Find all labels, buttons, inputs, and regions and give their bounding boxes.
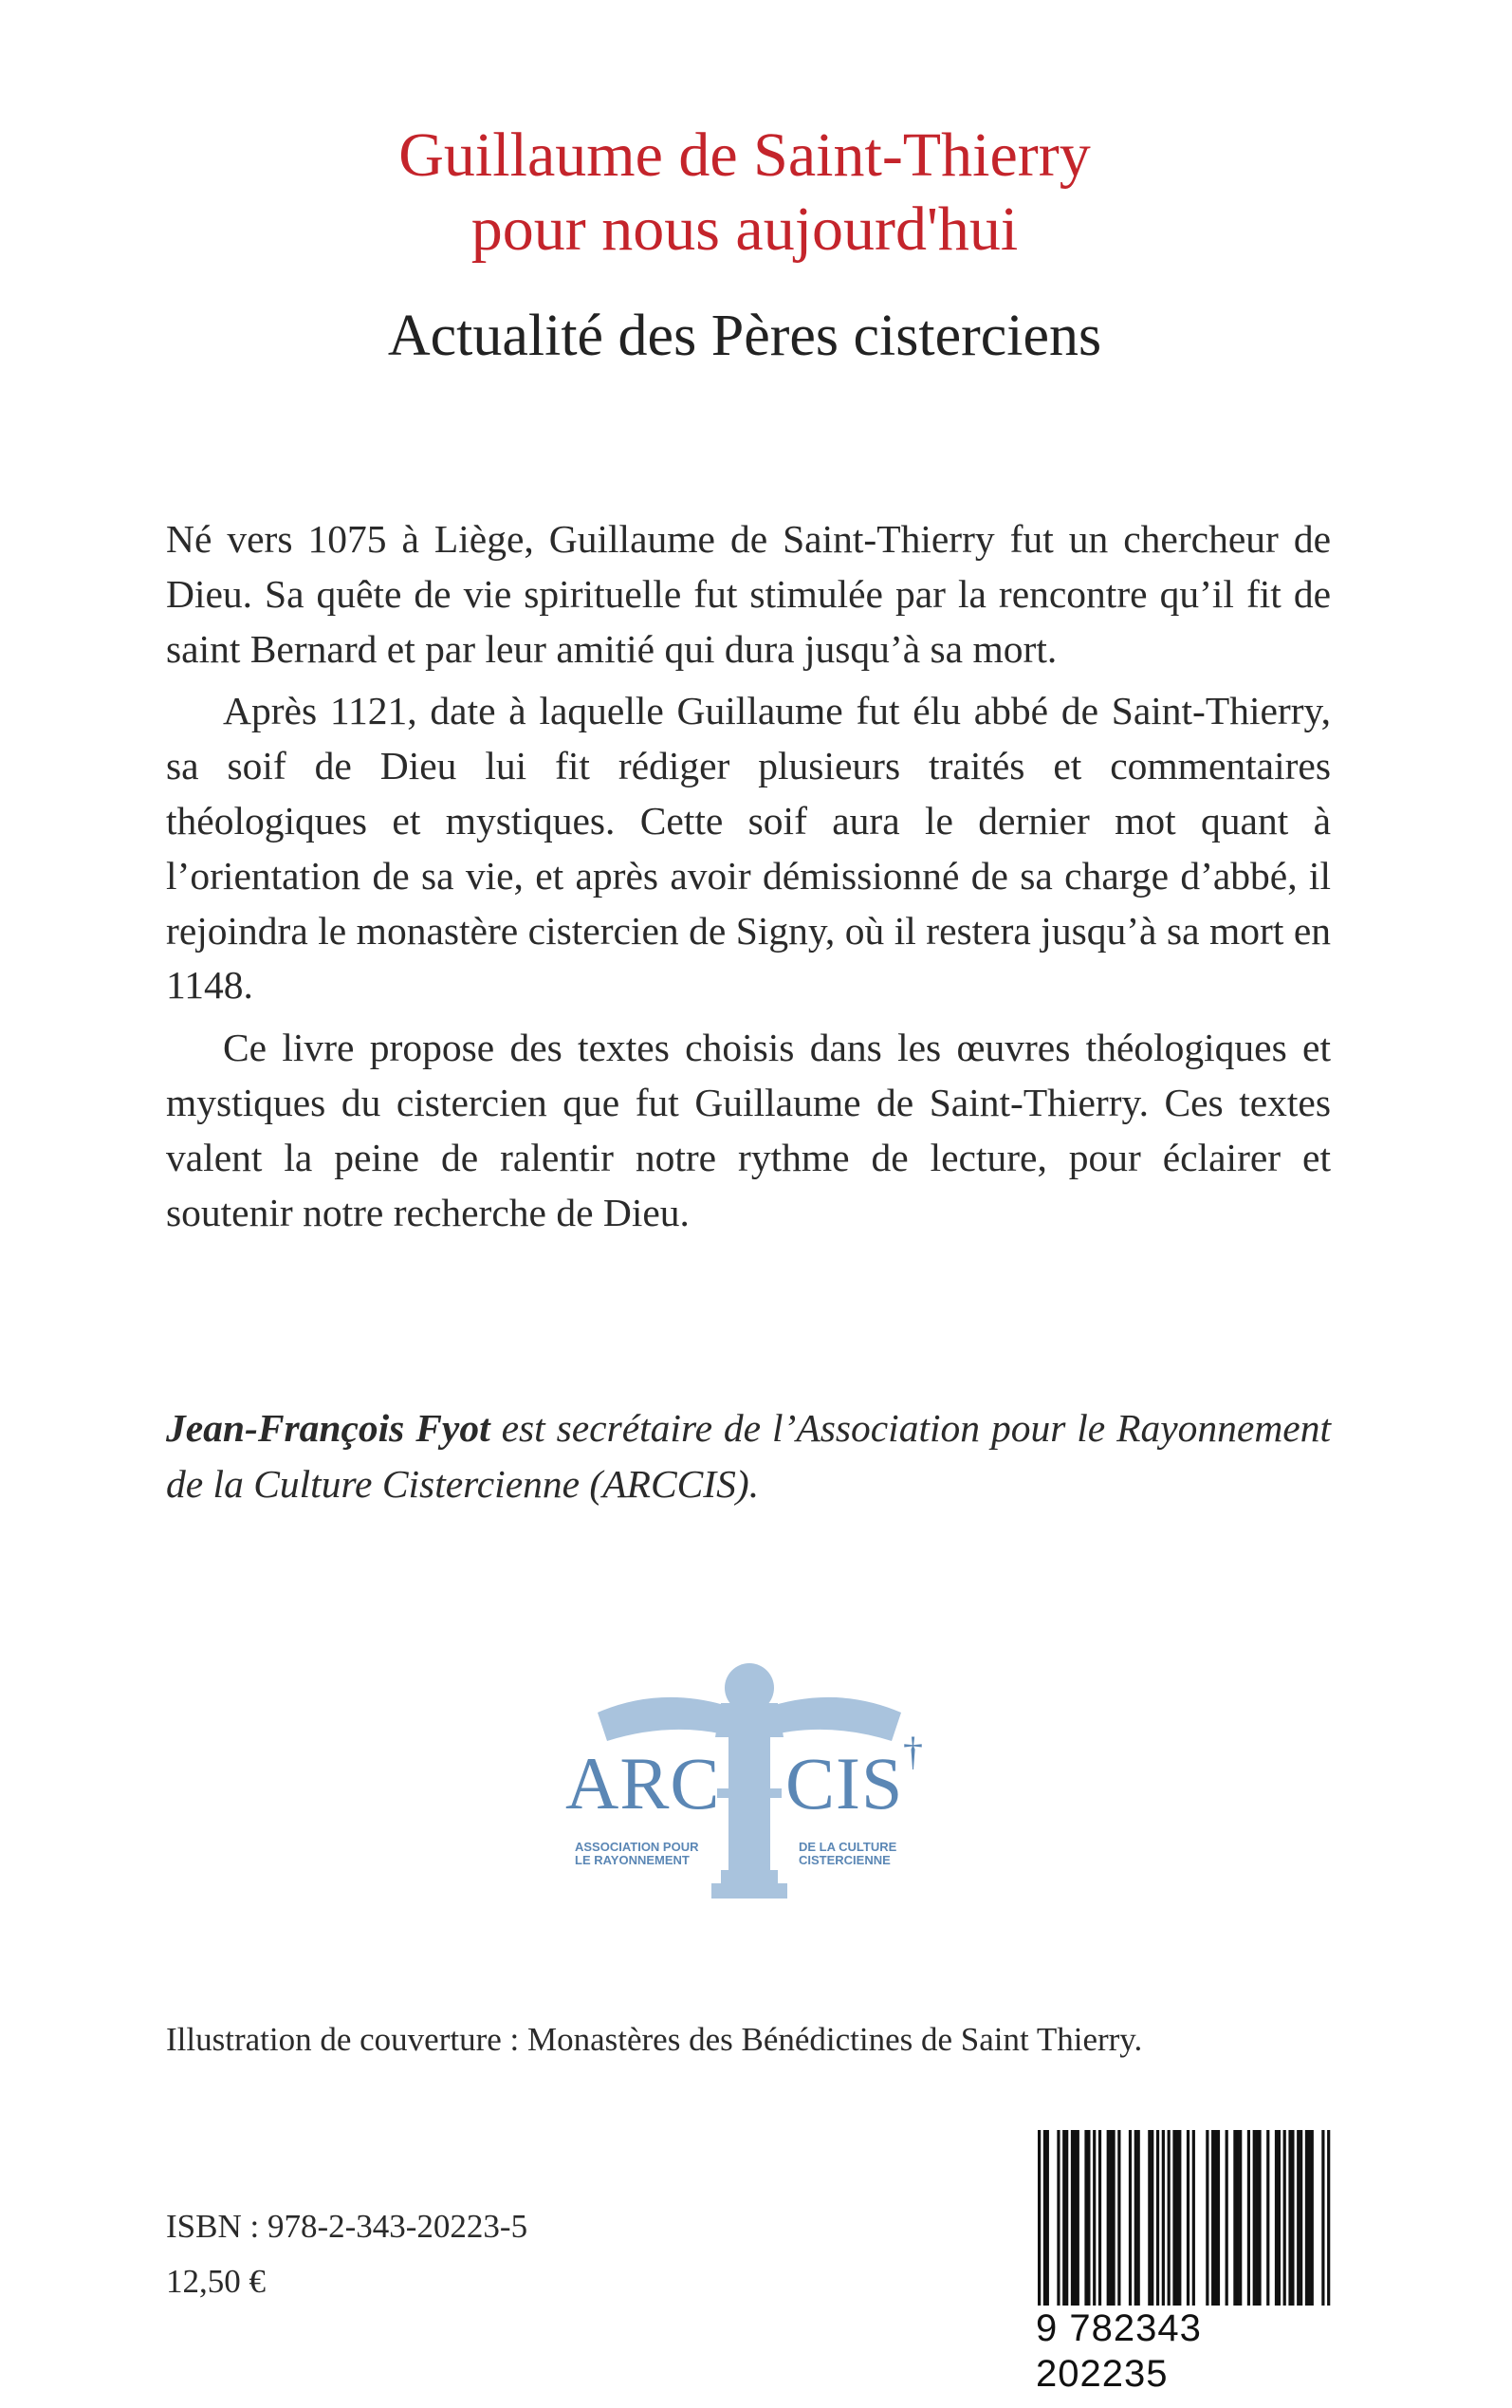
barcode-bar	[1134, 2130, 1137, 2306]
barcode-bar	[1247, 2130, 1250, 2306]
logo-small-left-line-1: ASSOCIATION POUR	[575, 1840, 699, 1854]
back-cover-blurb	[166, 512, 1331, 1240]
barcode-bar	[1077, 2130, 1079, 2306]
barcode-bar	[1093, 2130, 1096, 2306]
barcode-bar	[1211, 2130, 1214, 2306]
barcode-bar	[1300, 2130, 1302, 2306]
barcode-bar	[1168, 2130, 1171, 2306]
blurb-paragraph-3: Ce livre propose des textes choisis dans les œuvres théologiques et mystiques du cistercien que fut Guillaume de Saint-Thierry. Ces textes valent la peine de ralentir notre rythme de lecture, pour éclairer et soutenir notre recherche de Dieu.	[166, 1026, 1331, 1234]
book-title	[0, 119, 1489, 267]
barcode-bar	[1071, 2130, 1074, 2306]
barcode-bar	[1214, 2130, 1217, 2306]
logo-small-right	[799, 1841, 896, 1867]
barcode-bar	[1288, 2130, 1291, 2306]
barcode-bar	[1087, 2130, 1090, 2306]
author-name: Jean-François Fyot	[166, 1406, 490, 1450]
logo-cross: †	[903, 1731, 924, 1774]
barcode-bar	[1192, 2130, 1195, 2306]
logo-text-right: CIS	[785, 1742, 904, 1825]
barcode-bar	[1065, 2130, 1068, 2306]
barcode-bar	[1057, 2130, 1060, 2306]
price: 12,50 €	[166, 2263, 266, 2300]
barcode-bar	[1321, 2130, 1324, 2306]
barcode-bar	[1226, 2130, 1228, 2306]
barcode-bar	[1172, 2130, 1175, 2306]
barcode-bar	[1297, 2130, 1300, 2306]
cover-illustration-credit: Illustration de couverture : Monastères des Bénédictines de Saint Thierry.	[166, 2021, 1143, 2058]
arccis-logo	[565, 1646, 930, 1907]
barcode-bar	[1278, 2130, 1281, 2306]
barcode-bar	[1098, 2130, 1101, 2306]
barcode-bar	[1175, 2130, 1178, 2306]
logo-small-left-line-2: LE RAYONNEMENT	[575, 1853, 690, 1867]
barcode-bar	[1062, 2130, 1065, 2306]
barcode-bar	[1217, 2130, 1220, 2306]
barcode-bar	[1046, 2130, 1049, 2306]
logo-small-right-line-1: DE LA CULTURE	[799, 1840, 897, 1854]
barcode-bar	[1148, 2130, 1151, 2306]
barcode-bar	[1084, 2130, 1087, 2306]
barcode-bar	[1239, 2130, 1242, 2306]
barcode-bar	[1256, 2130, 1259, 2306]
title-line-2: pour nous aujourd'hui	[470, 194, 1019, 264]
barcode-bar	[1043, 2130, 1046, 2306]
barcode-bar	[1311, 2130, 1314, 2306]
barcode-bar	[1074, 2130, 1077, 2306]
barcode-bar	[1117, 2130, 1120, 2306]
barcode-bar	[1137, 2130, 1140, 2306]
barcode-bar	[1258, 2130, 1261, 2306]
logo-small-right-line-2: CISTERCIENNE	[799, 1853, 891, 1867]
logo-small-left	[575, 1841, 699, 1867]
blurb-paragraph-1: Né vers 1075 à Liège, Guillaume de Saint-Thierry fut un chercheur de Dieu. Sa quête de vie spirituelle fut stimulée par la rencontre qu’il fit de saint Bernard et par leur amitié qui dura jusqu’à sa mort.	[166, 517, 1331, 671]
barcode-bar	[1187, 2130, 1189, 2306]
title-line-1: Guillaume de Saint-Thierry	[398, 120, 1091, 190]
barcode-bar	[1233, 2130, 1236, 2306]
book-subtitle: Actualité des Pères cisterciens	[387, 304, 1102, 368]
barcode-bar	[1151, 2130, 1153, 2306]
barcode-bar	[1305, 2130, 1308, 2306]
barcode-digits: 9 782343 202235	[1036, 2306, 1336, 2397]
barcode-bar	[1327, 2130, 1330, 2306]
barcode-bar	[1162, 2130, 1165, 2306]
barcode-bar	[1112, 2130, 1115, 2306]
isbn: ISBN : 978-2-343-20223-5	[166, 2208, 528, 2245]
barcode-bar	[1308, 2130, 1311, 2306]
blurb-paragraph-2: Après 1121, date à laquelle Guillaume fut élu abbé de Saint-Thierry, sa soif de Dieu lui fit rédiger plusieurs traités et commentaires théologiques et mystiques. Cette soif aura le dernier mot quant à l’orientation de sa vie, et après avoir démissionné de sa charge d’abbé, il rejoindra le monastère cistercien de Signy, où il restera jusqu’à sa mort en 1148.	[166, 689, 1331, 1008]
barcode-bar	[1266, 2130, 1269, 2306]
author-description: est secrétaire de l’Association pour le Rayonnement de la Culture Cistercienne (ARCCIS).	[166, 1406, 1331, 1506]
barcode-bar	[1275, 2130, 1278, 2306]
barcode-bar	[1253, 2130, 1256, 2306]
barcode-bar	[1178, 2130, 1181, 2306]
barcode-bar	[1283, 2130, 1286, 2306]
barcode-bar	[1156, 2130, 1159, 2306]
barcode-bar	[1206, 2130, 1208, 2306]
barcode-bar	[1107, 2130, 1110, 2306]
logo-text-left: ARC	[565, 1742, 721, 1825]
barcode-bar	[1110, 2130, 1113, 2306]
barcode-bar	[1291, 2130, 1294, 2306]
barcode-bar	[1038, 2130, 1041, 2306]
barcode-bar	[1236, 2130, 1239, 2306]
author-note	[166, 1400, 1331, 1512]
barcode-bar	[1129, 2130, 1132, 2306]
